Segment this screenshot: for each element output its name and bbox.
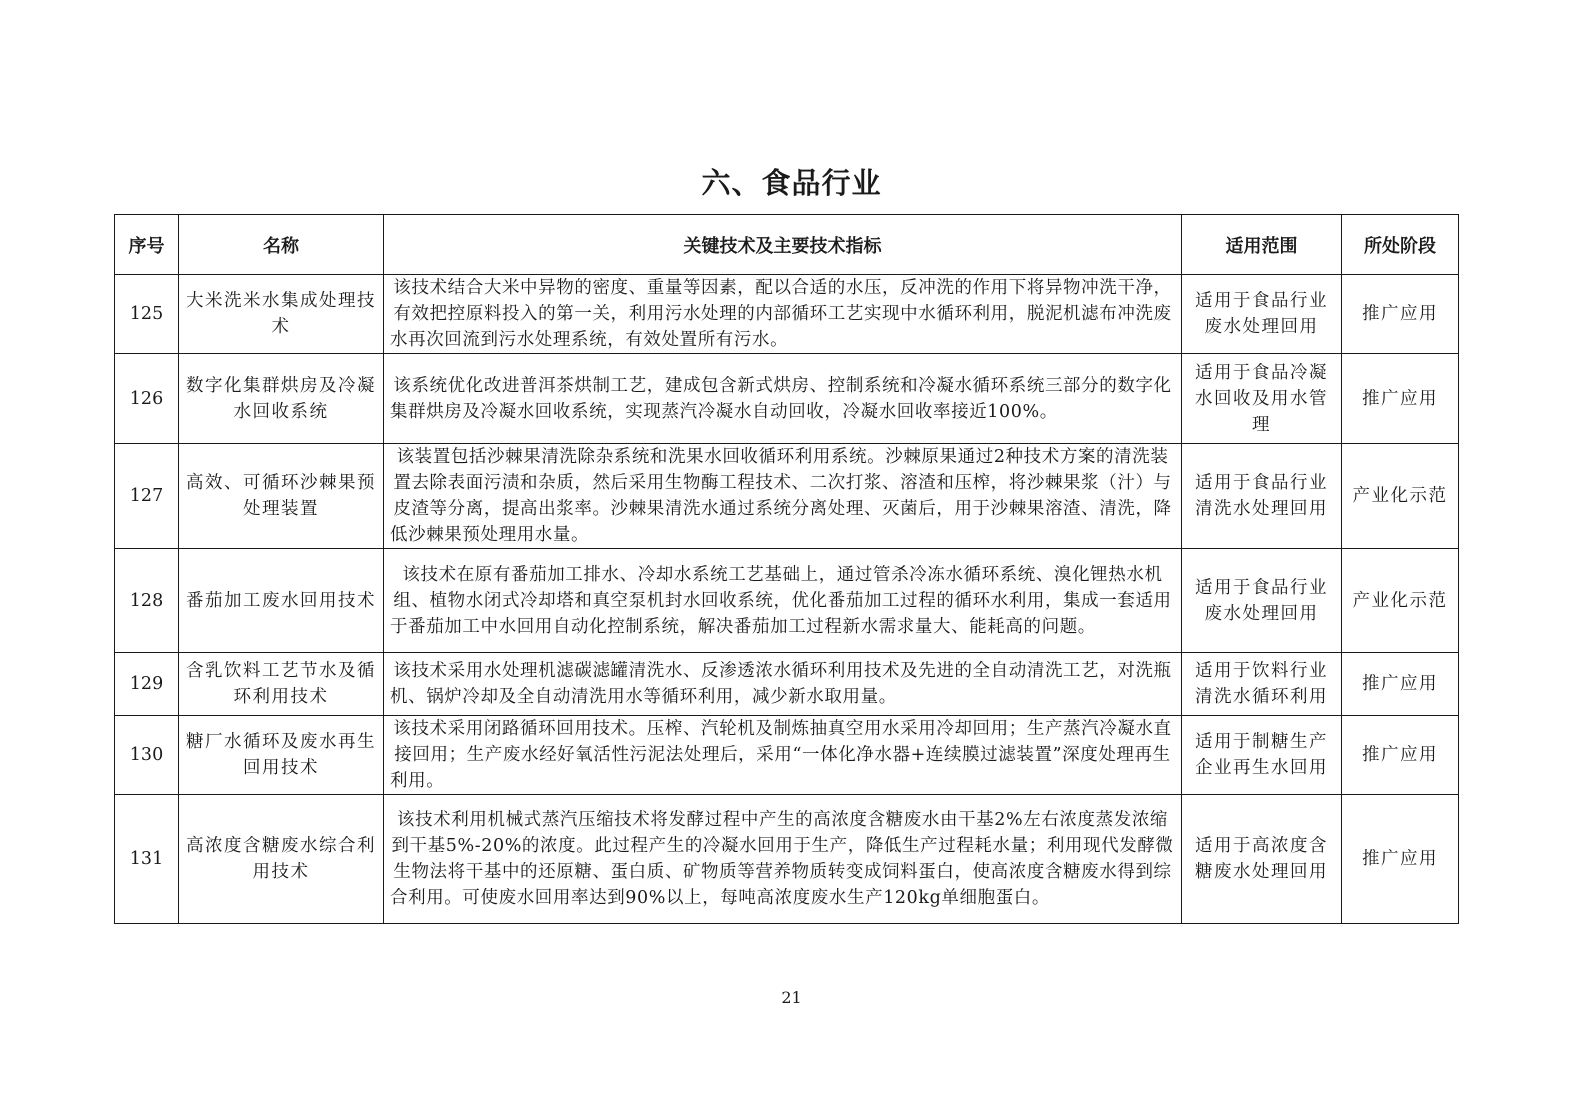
row-scope: 适用于食品行业废水处理回用 [1182, 275, 1342, 354]
row-stage: 推广应用 [1342, 354, 1459, 444]
row-stage: 推广应用 [1342, 653, 1459, 716]
row-name: 高浓度含糖废水综合利用技术 [179, 795, 384, 924]
row-stage: 产业化示范 [1342, 549, 1459, 653]
row-tech: 该技术结合大米中异物的密度、重量等因素，配以合适的水压，反冲洗的作用下将异物冲洗干净，有效把控原料投入的第一关，利用污水处理的内部循环工艺实现中水循环利用，脱泥机滤布冲洗废水再次回流到污水处理系统，有效处置所有污水。 [384, 275, 1182, 354]
row-scope: 适用于饮料行业清洗水循环利用 [1182, 653, 1342, 716]
table-row [115, 549, 1459, 653]
row-scope: 适用于制糖生产企业再生水回用 [1182, 716, 1342, 795]
header-index: 序号 [115, 215, 179, 275]
row-index: 126 [115, 354, 179, 444]
row-tech: 该技术利用机械式蒸汽压缩技术将发酵过程中产生的高浓度含糖废水由干基2%左右浓度蒸发浓缩到干基5%-20%的浓度。此过程产生的冷凝水回用于生产，降低生产过程耗水量；利用现代发酵微生物法将干基中的还原糖、蛋白质、矿物质等营养物质转变成饲料蛋白，使高浓度含糖废水得到综合利用。可使废水回用率达到90%以上，每吨高浓度废水生产120kg单细胞蛋白。 [384, 795, 1182, 924]
technology-table [114, 214, 1459, 924]
header-name: 名称 [179, 215, 384, 275]
row-scope: 适用于食品行业废水处理回用 [1182, 549, 1342, 653]
row-stage: 推广应用 [1342, 716, 1459, 795]
page-number: 21 [781, 988, 802, 1007]
table-row [115, 653, 1459, 716]
row-tech: 该技术在原有番茄加工排水、冷却水系统工艺基础上，通过管杀冷冻水循环系统、溴化锂热水机组、植物水闭式冷却塔和真空泵机封水回收系统，优化番茄加工过程的循环水利用，集成一套适用于番茄加工中水回用自动化控制系统，解决番茄加工过程新水需求量大、能耗高的问题。 [384, 549, 1182, 653]
row-name: 数字化集群烘房及冷凝水回收系统 [179, 354, 384, 444]
row-scope: 适用于高浓度含糖废水处理回用 [1182, 795, 1342, 924]
row-tech: 该技术采用水处理机滤碳滤罐清洗水、反渗透浓水循环利用技术及先进的全自动清洗工艺，对洗瓶机、锅炉冷却及全自动清洗用水等循环利用，减少新水取用量。 [384, 653, 1182, 716]
row-scope: 适用于食品行业清洗水处理回用 [1182, 444, 1342, 549]
row-stage: 产业化示范 [1342, 444, 1459, 549]
row-index: 125 [115, 275, 179, 354]
table-row [115, 444, 1459, 549]
row-tech: 该系统优化改进普洱茶烘制工艺，建成包含新式烘房、控制系统和冷凝水循环系统三部分的数字化集群烘房及冷凝水回收系统，实现蒸汽冷凝水自动回收，冷凝水回收率接近100%。 [384, 354, 1182, 444]
row-tech: 该装置包括沙棘果清洗除杂系统和洗果水回收循环利用系统。沙棘原果通过2种技术方案的清洗装置去除表面污渍和杂质，然后采用生物酶工程技术、二次打浆、溶渣和压榨，将沙棘果浆（汁）与皮渣等分离，提高出浆率。沙棘果清洗水通过系统分离处理、灭菌后，用于沙棘果溶渣、清洗，降低沙棘果预处理用水量。 [384, 444, 1182, 549]
row-index: 127 [115, 444, 179, 549]
row-name: 高效、可循环沙棘果预处理装置 [179, 444, 384, 549]
row-name: 含乳饮料工艺节水及循环利用技术 [179, 653, 384, 716]
row-stage: 推广应用 [1342, 795, 1459, 924]
table-row [115, 795, 1459, 924]
header-tech: 关键技术及主要技术指标 [384, 215, 1182, 275]
row-scope: 适用于食品冷凝水回收及用水管理 [1182, 354, 1342, 444]
table-row [115, 275, 1459, 354]
row-index: 131 [115, 795, 179, 924]
row-index: 128 [115, 549, 179, 653]
header-stage: 所处阶段 [1342, 215, 1459, 275]
page-title: 六、食品行业 [701, 166, 882, 200]
row-tech: 该技术采用闭路循环回用技术。压榨、汽轮机及制炼抽真空用水采用冷却回用；生产蒸汽冷凝水直接回用；生产废水经好氧活性污泥法处理后，采用“一体化净水器+连续膜过滤装置”深度处理再生利用。 [384, 716, 1182, 795]
header-scope: 适用范围 [1182, 215, 1342, 275]
row-index: 130 [115, 716, 179, 795]
row-index: 129 [115, 653, 179, 716]
row-stage: 推广应用 [1342, 275, 1459, 354]
row-name: 番茄加工废水回用技术 [179, 549, 384, 653]
row-name: 大米洗米水集成处理技术 [179, 275, 384, 354]
table-header-row [115, 215, 1459, 275]
table-row [115, 716, 1459, 795]
row-name: 糖厂水循环及废水再生回用技术 [179, 716, 384, 795]
table-row [115, 354, 1459, 444]
